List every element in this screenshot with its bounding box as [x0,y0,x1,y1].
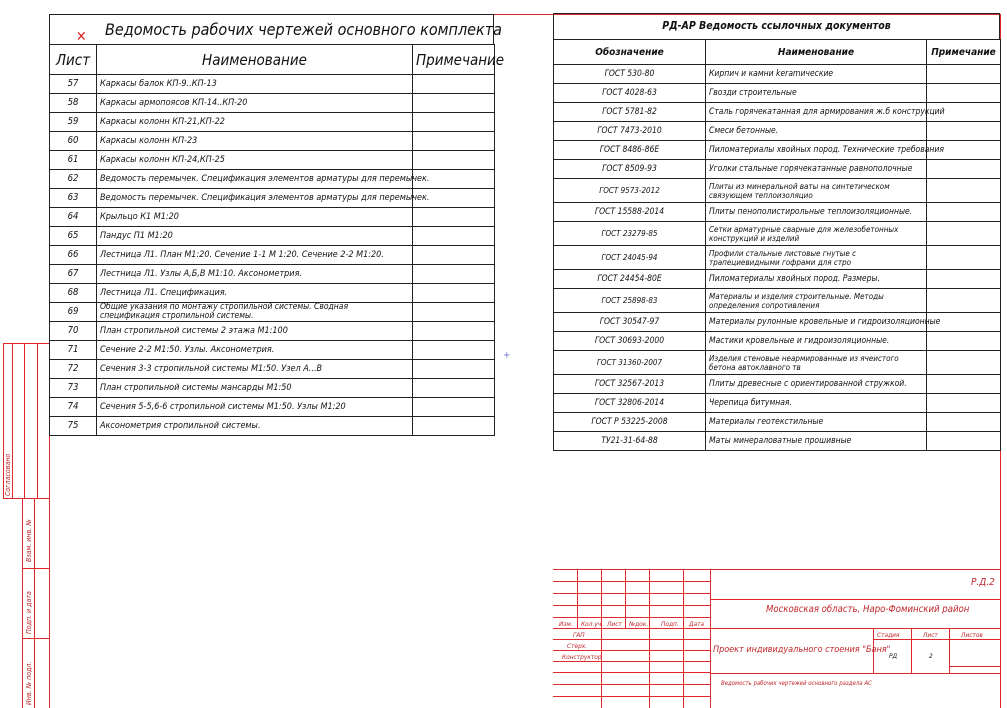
drawing-row [50,417,495,436]
reference-note [927,65,1001,84]
drawing-row [50,322,495,341]
header-note: Примечание [413,45,495,75]
reference-row [554,103,1001,122]
drawing-note [413,284,495,303]
reference-code: ГОСТ Р 53225-2008 [554,413,706,432]
reference-note [927,246,1001,270]
reference-note [927,122,1001,141]
drawing-note [413,398,495,417]
reference-name: Сталь горячекатанная для армирования ж.б конструкций [706,103,927,122]
header-code: Обозначение [554,40,706,65]
reference-code: ГОСТ 8509-93 [554,160,706,179]
reference-row [554,332,1001,351]
reference-note [927,432,1001,451]
header-ref-note: Примечание [927,40,1001,65]
reference-code: ГОСТ 7473-2010 [554,122,706,141]
reference-code: ТУ21-31-64-88 [554,432,706,451]
drawing-name: Лестница Л1. Спецификация. [97,284,413,303]
drawing-name: Ведомость перемычек. Спецификация элементов арматуры для перемычек. [97,170,413,189]
reference-row [554,65,1001,84]
reference-name: Уголки стальные горячекатанные равнополочные [706,160,927,179]
drawing-sheet: 71 [50,341,97,360]
drawing-sheet: 61 [50,151,97,170]
drawing-name: Сечения 3-3 стропильной системы М1:50. Узел А...В [97,360,413,379]
inv-replace-label: Взам. инв. № [25,519,33,562]
reference-note [927,394,1001,413]
drawing-note [413,227,495,246]
drawing-row [50,246,495,265]
reference-note [927,413,1001,432]
stamp-col-ndoc: №док. [629,620,649,628]
drawing-sheet: 69 [50,303,97,322]
reference-note [927,351,1001,375]
header-name: Наименование [97,45,413,75]
inv-orig-label: Инв. № подл. [25,661,33,705]
stamp-sheet-value: 2 [929,652,933,660]
reference-note [927,289,1001,313]
drawing-sheet: 70 [50,322,97,341]
reference-row [554,413,1001,432]
reference-code: ГОСТ 25898-83 [554,289,706,313]
reference-name: Материалы геотекстильные [706,413,927,432]
reference-name: Мастики кровельные и гидроизоляционные. [706,332,927,351]
drawing-note [413,75,495,94]
reference-name: Кирпич и камни keramические [706,65,927,84]
reference-code: ГОСТ 32567-2013 [554,375,706,394]
drawing-sheet: 60 [50,132,97,151]
drawing-note [413,265,495,284]
drawings-table [49,44,505,436]
reference-row [554,179,1001,203]
drawing-sheet: 68 [50,284,97,303]
drawing-note [413,151,495,170]
drawing-row [50,75,495,94]
stamp-project: Проект индивидуального стоения "Баня" [713,645,891,655]
drawing-name: План стропильной системы 2 этажа М1:100 [97,322,413,341]
reference-note [927,84,1001,103]
drawing-sheet: 74 [50,398,97,417]
drawing-note [413,303,495,322]
reference-note [927,222,1001,246]
reference-name: Черепица битумная. [706,394,927,413]
drawing-row [50,132,495,151]
drawing-sheet: 64 [50,208,97,227]
references-body [554,65,1001,451]
title-block [553,569,1000,708]
drawing-row [50,284,495,303]
reference-code: ГОСТ 9573-2012 [554,179,706,203]
drawing-note [413,322,495,341]
drawing-row [50,189,495,208]
reference-note [927,179,1001,203]
drawing-name: Каркасы балок КП-9..КП-13 [97,75,413,94]
stamp-role-gap: ГАП [573,631,585,639]
drawing-name: Общие указания по монтажу стропильной системы. Сводная спецификация стропильной системы. [97,303,413,322]
drawing-row [50,208,495,227]
reference-code: ГОСТ 530-80 [554,65,706,84]
drawing-row [50,303,495,322]
crosshair-icon: + [503,350,511,361]
reference-code: ГОСТ 24454-80Е [554,270,706,289]
drawing-row [50,379,495,398]
drawing-sheet: 67 [50,265,97,284]
reference-code: ГОСТ 24045-94 [554,246,706,270]
references-header-row [554,40,1001,65]
drawing-row [50,398,495,417]
drawing-row [50,265,495,284]
reference-row [554,141,1001,160]
drawing-row [50,94,495,113]
stamp-col-list: Лист [607,620,622,628]
stamp-sheets-label: Листов [961,631,983,639]
drawing-name: Каркасы армопоясов КП-14..КП-20 [97,94,413,113]
stamp-col-date: Дата [689,620,705,628]
drawing-name: Сечение 2-2 М1:50. Узлы. Аксонометрия. [97,341,413,360]
reference-name: Пиломатериалы хвойных пород. Размеры. [706,270,927,289]
reference-name: Пиломатериалы хвойных пород. Технические требования [706,141,927,160]
drawings-title: Ведомость рабочих чертежей основного комплекта [49,14,494,44]
reference-code: ГОСТ 30693-2000 [554,332,706,351]
reference-note [927,160,1001,179]
drawing-sheet: 59 [50,113,97,132]
drawing-name: Сечения 5-5,6-6 стропильной системы М1:50. Узлы М1:20 [97,398,413,417]
references-title: РД-АР Ведомость ссылочных документов [553,13,1000,39]
header-ref-name: Наименование [706,40,927,65]
drawing-note [413,94,495,113]
drawing-name: Крыльцо К1 М1:20 [97,208,413,227]
drawing-sheet: 65 [50,227,97,246]
drawing-note [413,132,495,151]
reference-row [554,375,1001,394]
reference-note [927,375,1001,394]
drawing-sheet: 66 [50,246,97,265]
reference-code: ГОСТ 5781-82 [554,103,706,122]
reference-row [554,203,1001,222]
drawing-row [50,151,495,170]
reference-note [927,203,1001,222]
reference-code: ГОСТ 4028-63 [554,84,706,103]
drawing-note [413,417,495,436]
reference-row [554,270,1001,289]
drawing-row [50,227,495,246]
drawing-note [413,341,495,360]
reference-row [554,289,1001,313]
reference-row [554,313,1001,332]
reference-code: ГОСТ 30547-97 [554,313,706,332]
stamp-sheet-label: Лист [923,631,938,639]
reference-name: Маты минераловатные прошивные [706,432,927,451]
drawing-row [50,113,495,132]
stamp-col-izm: Изм. [559,620,573,628]
drawing-sheet: 72 [50,360,97,379]
reference-row [554,351,1001,375]
drawing-sheet: 63 [50,189,97,208]
reference-name: Гвозди строительные [706,84,927,103]
header-sheet: Лист [50,45,97,75]
reference-row [554,246,1001,270]
references-list [553,13,1000,451]
reference-row [554,432,1001,451]
reference-row [554,122,1001,141]
drawings-list [49,14,505,436]
drawing-note [413,360,495,379]
reference-row [554,222,1001,246]
reference-note [927,270,1001,289]
drawing-sheet: 57 [50,75,97,94]
drawing-sheet: 62 [50,170,97,189]
stamp-code: Р.Д.2 [971,577,995,588]
stamp-location: Московская область, Наро-Фоминский район [766,604,970,615]
reference-code: ГОСТ 31360-2007 [554,351,706,375]
drawing-note [413,113,495,132]
drawing-name: Аксонометрия стропильной системы. [97,417,413,436]
reference-name: Профили стальные листовые гнутые с трапециевидными гофрами для стро [706,246,927,270]
reference-name: Плиты из минеральной ваты на синтетическом связующем теплоизоляцио [706,179,927,203]
drawing-name: Ведомость перемычек. Спецификация элементов арматуры для перемычек. [97,189,413,208]
reference-name: Изделия стеновые неармированные из ячеистого бетона автоклавного тв [706,351,927,375]
drawing-name: Каркасы колонн КП-24,КП-25 [97,151,413,170]
drawing-name: План стропильной системы мансарды М1:50 [97,379,413,398]
drawing-sheet: 75 [50,417,97,436]
drawing-row [50,341,495,360]
reference-row [554,394,1001,413]
reference-name: Смеси бетонные. [706,122,927,141]
drawing-name: Пандус П1 М1:20 [97,227,413,246]
stamp-col-podp: Подп. [661,620,679,628]
reference-row [554,84,1001,103]
stamp-col-koluch: Кол.уч. [581,620,604,628]
reference-name: Плиты древесные с ориентированной стружкой. [706,375,927,394]
drawing-name: Лестница Л1. План М1:20. Сечение 1-1 М 1:20. Сечение 2-2 М1:20. [97,246,413,265]
drawing-sheet: 73 [50,379,97,398]
reference-name: Материалы рулонные кровельные и гидроизоляционные [706,313,927,332]
reference-note [927,332,1001,351]
drawing-name: Каркасы колонн КП-23 [97,132,413,151]
stamp-stage-value: РД [889,652,898,660]
references-table [553,39,1001,451]
reference-name: Плиты пенополистирольные теплоизоляционные. [706,203,927,222]
stamp-sheet-title: Ведомость рабочих чертежей основного раздела АС [721,680,872,687]
drawing-row [50,170,495,189]
reference-code: ГОСТ 32806-2014 [554,394,706,413]
drawing-note [413,246,495,265]
drawings-header-row [50,45,495,75]
drawing-sheet: 58 [50,94,97,113]
drawing-name: Лестница Л1. Узлы А,Б,В М1:10. Аксонометрия. [97,265,413,284]
drawings-body [50,75,495,436]
drawing-row [50,360,495,379]
drawing-note [413,208,495,227]
reference-code: ГОСТ 8486-86Е [554,141,706,160]
cross-mark-icon: ✕ [76,29,87,45]
reference-row [554,160,1001,179]
reference-code: ГОСТ 15588-2014 [554,203,706,222]
reference-code: ГОСТ 23279-85 [554,222,706,246]
agreed-label: Согласовано [4,453,12,496]
stamp-role-constructor: Конструктор [562,653,602,661]
drawing-note [413,379,495,398]
stamp-role-sterh: Стерх. [567,642,588,650]
reference-name: Материалы и изделия строительные. Методы определения сопротивления [706,289,927,313]
sign-date-label: Подп. и дата [25,591,33,634]
stamp-stage-label: Стадия [877,631,900,639]
reference-name: Сетки арматурные сварные для железобетонных конструкций и изделий [706,222,927,246]
drawing-name: Каркасы колонн КП-21,КП-22 [97,113,413,132]
